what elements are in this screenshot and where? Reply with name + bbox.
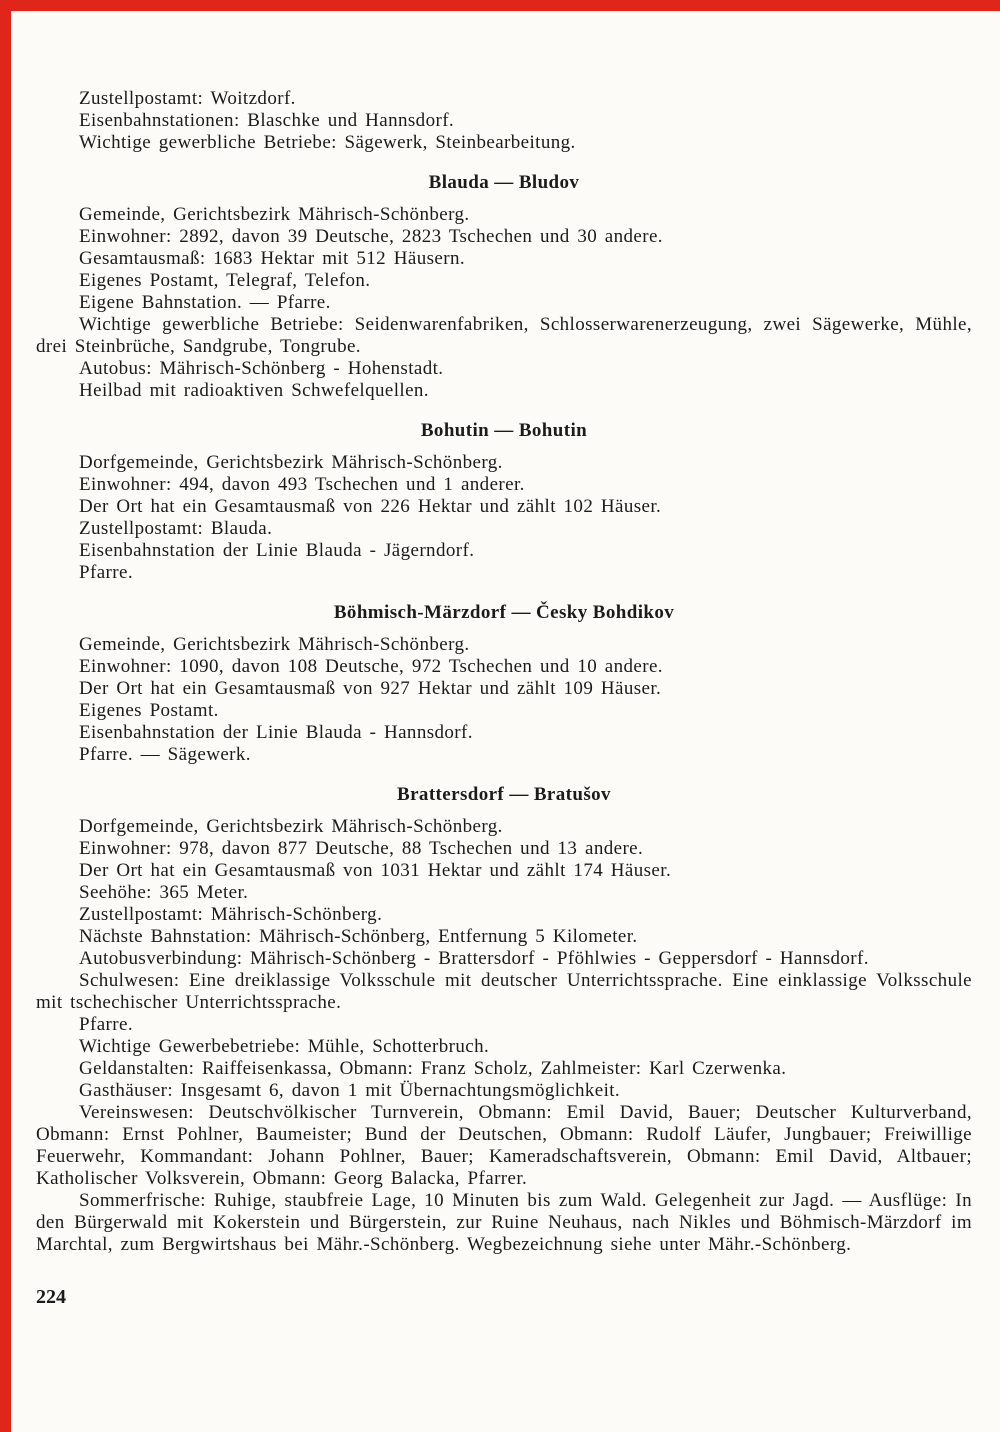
text-line: Einwohner: 494, davon 493 Tschechen und 1 anderer. [79,474,525,495]
text-line: Nächste Bahnstation: Mährisch-Schönberg, Entfernung 5 Kilometer. [79,926,638,947]
text-line: Zustellpostamt: Blauda. [79,518,273,539]
text-line: Pfarre. [79,1014,133,1035]
entry-heading: Blauda — Bludov [428,172,580,193]
scan-edge-top [0,0,1000,11]
entry-section [36,420,972,584]
text-line: Gemeinde, Gerichtsbezirk Mährisch-Schönberg. [79,204,470,225]
text-line: Gasthäuser: Insgesamt 6, davon 1 mit Übernachtungsmöglichkeit. [79,1080,621,1101]
text-line: Wichtige Gewerbebetriebe: Mühle, Schotterbruch. [79,1036,490,1057]
text-line: Zustellpostamt: Woitzdorf. [79,88,296,109]
text-line: Geldanstalten: Raiffeisenkassa, Obmann: Franz Scholz, Zahlmeister: Karl Czerwenka. [79,1058,787,1079]
entry-heading: Böhmisch-Märzdorf — Česky Bohdikov [333,602,675,623]
text-line: Gesamtausmaß: 1683 Hektar mit 512 Häusern. [79,248,465,269]
text-line: Pfarre. [79,562,133,583]
text-line: Der Ort hat ein Gesamtausmaß von 1031 Hektar und zählt 174 Häuser. [79,860,672,881]
text-line: Autobusverbindung: Mährisch-Schönberg - Brattersdorf - Pföhlwies - Geppersdorf - Hannsdorf. [79,948,869,969]
text-line: Einwohner: 2892, davon 39 Deutsche, 2823 Tschechen und 30 andere. [79,226,663,247]
intro-paragraphs [36,88,972,154]
entries [36,172,972,1256]
text-line: Zustellpostamt: Mährisch-Schönberg. [79,904,383,925]
text-line: Gemeinde, Gerichtsbezirk Mährisch-Schönberg. [79,634,470,655]
text-line: Einwohner: 1090, davon 108 Deutsche, 972 Tschechen und 10 andere. [79,656,663,677]
text-line: Eigene Bahnstation. — Pfarre. [79,292,331,313]
text-line: Pfarre. — Sägewerk. [79,744,251,765]
entry-heading: Bohutin — Bohutin [420,420,588,441]
entry-section [36,602,972,766]
text-line: Dorfgemeinde, Gerichtsbezirk Mährisch-Schönberg. [79,816,503,837]
text-line: Eigenes Postamt, Telegraf, Telefon. [79,270,371,291]
text-line: Schulwesen: Eine dreiklassige Volksschule mit deutscher Unterrichtssprache. Eine einklassige Volksschule mit tschechischer Unterrichtssprache. [36,970,972,1013]
text-line: Sommerfrische: Ruhige, staubfreie Lage, 10 Minuten bis zum Wald. Gelegenheit zur Jagd. — Ausflüge: In den Bürgerwald mit Kokerstein und Bürgerstein, zur Ruine Neuhaus, nach Nikles und Böhmisch-Märzdorf im Marchtal, zum Bergwirtshaus bei Mähr.-Schönberg. Wegbezeichnung siehe unter Mähr.-Schönberg. [36,1190,972,1255]
scan-edge-left [0,0,11,1432]
text-line: Wichtige gewerbliche Betriebe: Seidenwarenfabriken, Schlosserwarenerzeugung, zwei Sägewerke, Mühle, drei Steinbrüche, Sandgrube, Tongrube. [36,314,972,357]
text-line: Eisenbahnstation der Linie Blauda - Jägerndorf. [79,540,475,561]
text-line: Heilbad mit radioaktiven Schwefelquellen. [79,380,429,401]
text-line: Eisenbahnstationen: Blaschke und Hannsdorf. [79,110,455,131]
text-line: Eisenbahnstation der Linie Blauda - Hannsdorf. [79,722,473,743]
text-line: Autobus: Mährisch-Schönberg - Hohenstadt. [79,358,444,379]
text-line: Seehöhe: 365 Meter. [79,882,249,903]
book-page-content [36,88,972,1308]
text-line: Eigenes Postamt. [79,700,219,721]
text-line: Einwohner: 978, davon 877 Deutsche, 88 Tschechen und 13 andere. [79,838,644,859]
text-line: Wichtige gewerbliche Betriebe: Sägewerk, Steinbearbeitung. [79,132,576,153]
page-number: 224 [36,1286,66,1308]
entry-section [36,172,972,402]
text-line: Der Ort hat ein Gesamtausmaß von 927 Hektar und zählt 109 Häuser. [79,678,662,699]
text-line: Der Ort hat ein Gesamtausmaß von 226 Hektar und zählt 102 Häuser. [79,496,662,517]
text-line: Dorfgemeinde, Gerichtsbezirk Mährisch-Schönberg. [79,452,503,473]
text-line: Vereinswesen: Deutschvölkischer Turnverein, Obmann: Emil David, Bauer; Deutscher Kulturverband, Obmann: Ernst Pohlner, Baumeister; Bund der Deutschen, Obmann: Rudolf Läufer, Jungbauer; Freiwillige Feuerwehr, Kommandant: Johann Pohlner, Bauer; Kameradschaftsverein, Obmann: Emil David, Altbauer; Katholischer Volksverein, Obmann: Georg Balacka, Pfarrer. [36,1102,972,1189]
entry-heading: Brattersdorf — Bratušov [397,784,611,805]
entry-section [36,784,972,1256]
